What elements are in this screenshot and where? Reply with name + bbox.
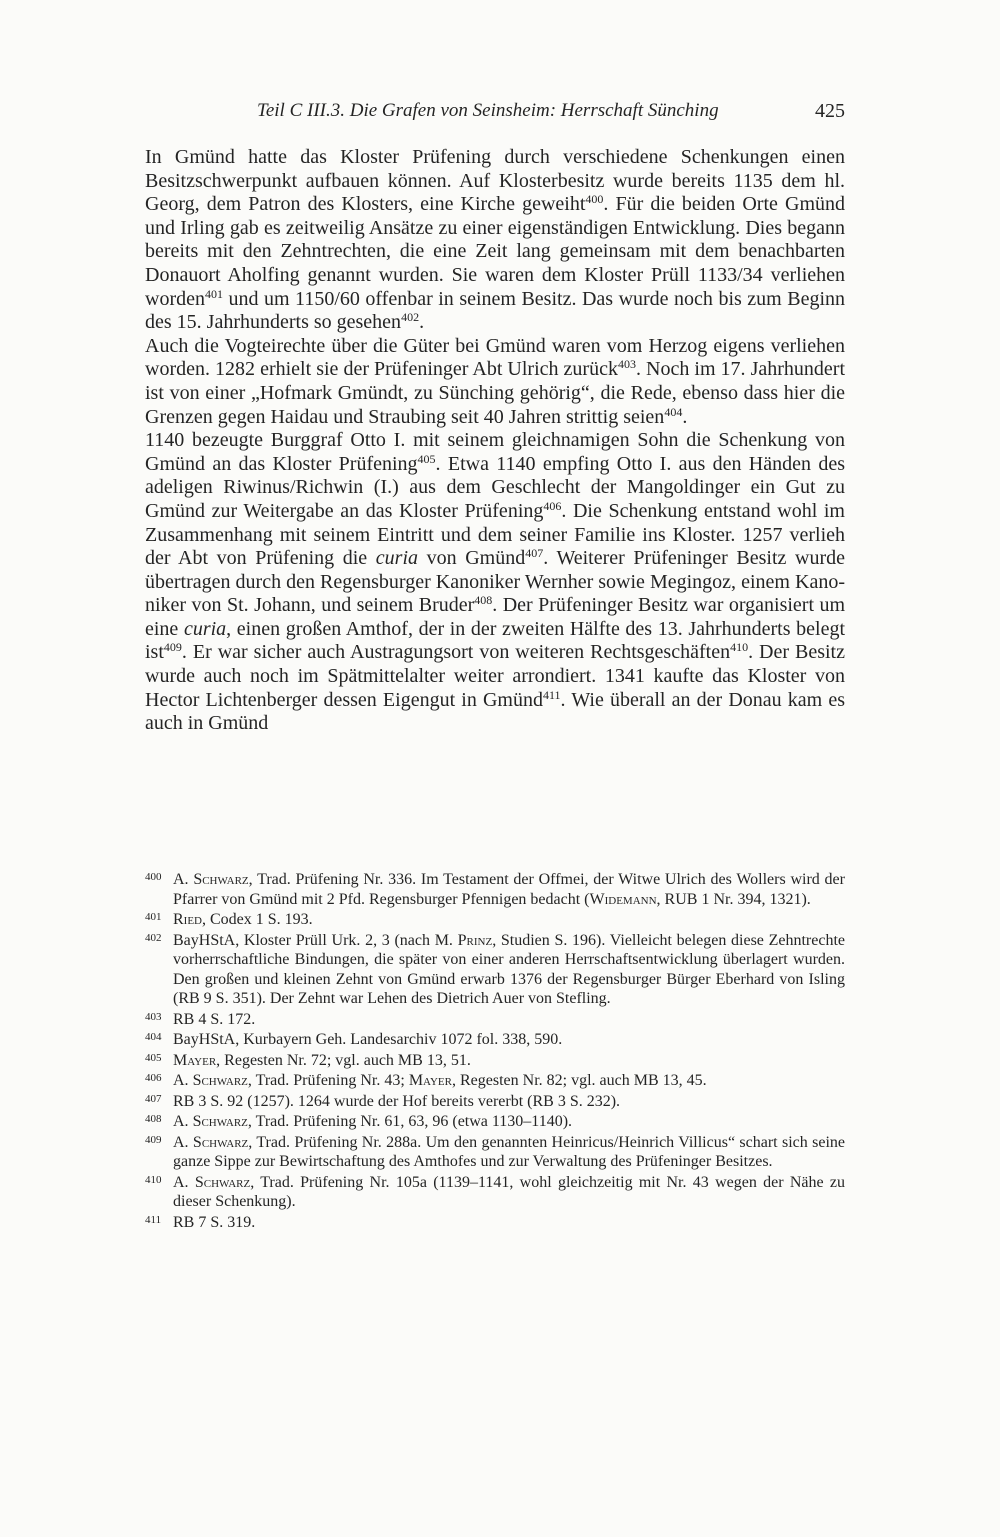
- footnote-number: 404: [145, 1031, 162, 1043]
- text-run: . Der Besitz wurde auch noch im Spätmittelalter weiter arrondiert. 1341 kaufte das Kloster von Hector Lichtenberger dessen Eigengut in Gmünd: [145, 641, 845, 711]
- text-run: A.: [173, 871, 194, 888]
- author-name: Mayer: [173, 1051, 217, 1069]
- paragraph: [145, 146, 845, 335]
- text-run: , Trad. Prüfening Nr. 43;: [247, 1072, 409, 1089]
- footnote-number: 411: [145, 1213, 162, 1226]
- author-name: Widemann: [589, 890, 657, 908]
- running-head: [145, 100, 845, 130]
- author-name: Schwarz: [192, 1133, 249, 1151]
- author-name: Schwarz: [192, 1113, 248, 1130]
- footnote-ref[interactable]: 401: [204, 286, 223, 301]
- text-run: A.: [173, 1173, 195, 1191]
- author-name: Prinz: [457, 931, 493, 949]
- text-run: , Trad. Prüfening Nr. 61, 63, 96 (etwa 1130–1140).: [247, 1113, 573, 1130]
- paragraph: [145, 429, 845, 736]
- text-run: RB 7 S. 319.: [173, 1213, 256, 1231]
- footnote-ref[interactable]: 411: [542, 687, 561, 702]
- footnote-number: 405: [145, 1051, 162, 1064]
- author-name: Schwarz: [194, 1173, 251, 1191]
- text-run: , einen großen Amthof, der in der zweiten Hälfte des 13. Jahrhunderts belegt ist: [145, 617, 846, 664]
- paragraph: [145, 335, 845, 429]
- text-run: . Die Schenkung entstand wohl im Zusammenhang mit seinem Eintritt und dem seiner Familie ins Kloster. 1257 verlieh der Abt von Prüfening die: [145, 499, 845, 570]
- text-run: , Trad. Prüfening Nr. 336. Im Testament der Offmei, der Witwe Ulrich des Wollers wird der Pfarrer von Gmünd mit 2 Pfd. Regensburger Pfennigen bedacht (: [173, 871, 845, 908]
- text-run: RB 3 S. 92 (1257). 1264 wurde der Hof bereits vererbt (RB 3 S. 232).: [173, 1092, 621, 1110]
- footnote: [145, 931, 845, 1009]
- footnote: [145, 870, 845, 909]
- footnote-ref[interactable]: 407: [525, 546, 544, 561]
- footnote-number: 403: [145, 1010, 162, 1023]
- text-run: A.: [173, 1072, 193, 1089]
- text-run: 1140 bezeugte Burggraf Otto I. mit seinem gleichnamigen Sohn die Schenkung von Gmünd an das Kloster Prüfening: [145, 429, 845, 475]
- text-run: , Trad. Prüfening Nr. 288a. Um den genannten Heinricus/Heinrich Villicus“ schart sich seine ganze Sippe zur Bewirtschaftung des Amthofes und zur Verwaltung des Prüfeninger Besitzes.: [173, 1133, 845, 1170]
- footnote: [145, 910, 845, 930]
- footnote-number: 408: [145, 1113, 162, 1125]
- footnote-ref[interactable]: 408: [474, 593, 493, 608]
- footnote: [145, 1213, 845, 1233]
- text-run: .: [419, 311, 425, 334]
- chapter-title: Teil C III.3. Die Grafen von Seinsheim: Herrschaft Sünching: [257, 100, 719, 121]
- text-run: , Regesten Nr. 82; vgl. auch MB 13, 45.: [451, 1072, 707, 1089]
- footnote: [145, 1010, 845, 1030]
- footnote: [145, 1030, 845, 1050]
- author-name: Schwarz: [192, 1072, 248, 1089]
- text-run: . Etwa 1140 empfing Otto I. aus den Händen des adeligen Riwinus/Richwin (I.) aus dem Geschlecht der Mangoldinger ein Gut zu Gmünd zur Weitergabe an das Kloster Prüfening: [145, 452, 845, 522]
- footnote-number: 400: [145, 871, 162, 883]
- text-run: BayHStA, Kurbayern Geh. Landesarchiv 1072 fol. 338, 590.: [173, 1031, 563, 1048]
- text-run: Auch die Vogteirechte über die Güter bei Gmünd waren vom Herzog eigens verliehen worden. 1282 erhielt sie der Prüfeninger Abt Ulrich zurück: [145, 334, 845, 381]
- footnote-ref[interactable]: 402: [401, 310, 420, 325]
- author-name: Ried: [173, 911, 202, 928]
- footnote-ref[interactable]: 400: [585, 192, 604, 207]
- text-run: , Codex 1 S. 193.: [202, 911, 313, 928]
- footnote-ref[interactable]: 405: [417, 451, 436, 466]
- text-run: . Wie überall an der Donau kam es auch in Gmünd: [145, 688, 845, 735]
- footnote: [145, 1112, 845, 1132]
- text-run: BayHStA, Kloster Prüll Urk. 2, 3 (nach M.: [173, 931, 458, 949]
- footnote: [145, 1173, 845, 1212]
- footnote-number: 406: [145, 1072, 162, 1084]
- text-run: RB 4 S. 172.: [173, 1010, 256, 1028]
- text-run: , RUB 1 Nr. 394, 1321).: [656, 890, 811, 908]
- text-run: . Weiterer Prüfeninger Besitz wurde übertragen durch den Regensburger Kanoniker Wernher sowie Megingoz, einem Kanoniker von St. Johann, und seinem Bruder: [145, 547, 846, 617]
- text-run: , Trad. Prüfening Nr. 105a (1139–1141, wohl gleichzeitig mit Nr. 43 wegen der Nähe zu dieser Schenkung).: [173, 1173, 845, 1210]
- text-run: . Noch im 17. Jahrhundert ist von einer „Hofmark Gmündt, zu Sünching gehörig“, die Rede, ebenso dass hier die Grenzen gegen Haidau und Straubing seit 40 Jahren strittig seien: [145, 358, 845, 428]
- footnote-number: 407: [145, 1092, 162, 1105]
- main-text: [145, 146, 845, 736]
- footnotes: [145, 870, 845, 1233]
- text-run: A.: [173, 1133, 193, 1151]
- text-run: . Der Prüfeninger Besitz war organisiert um eine: [145, 594, 845, 640]
- author-name: Schwarz: [193, 871, 249, 888]
- footnote-ref[interactable]: 404: [664, 404, 683, 419]
- text-run: , Regesten Nr. 72; vgl. auch MB 13, 51.: [216, 1051, 471, 1069]
- text-run: . Für die beiden Orte Gmünd und Irling gab es zeitweilig Ansätze zu einer eigenständigen Entwicklung. Dies begann bereits mit den Zehntrechten, die eine Zeit lang gemeinsam mit dem benachbarten Donauort Aholfing genannt wurden. Sie waren dem Kloster Prüll 1133/34 verliehen worden: [145, 193, 845, 310]
- author-name: Mayer: [408, 1072, 452, 1089]
- footnote-ref[interactable]: 410: [730, 640, 749, 655]
- footnote: [145, 1051, 845, 1071]
- footnote: [145, 1133, 845, 1172]
- text-run: .: [682, 405, 688, 428]
- footnote-number: 402: [145, 931, 162, 944]
- italic-term: curia: [375, 547, 418, 570]
- footnote-ref[interactable]: 409: [163, 640, 182, 655]
- text-run: , Studien S. 196). Vielleicht belegen diese Zehntrechte vorherrschaftliche Bindungen, die später von einer anderen Herrschaftsentwicklung überlagert wurden. Den großen und kleinen Zehnt von Gmünd erwarb 1376 der Regensburger Bürger Eberhard von Isling (RB 9 S. 351). Der Zehnt war Lehen des Dietrich Auer von Stefling.: [173, 931, 845, 1007]
- footnote: [145, 1071, 845, 1091]
- footnote-number: 401: [145, 911, 162, 923]
- italic-term: curia: [183, 617, 227, 640]
- text-run: und um 1150/60 offenbar in seinem Besitz. Das wurde noch bis zum Beginn des 15. Jahrhunderts so gesehen: [145, 287, 845, 334]
- text-run: A.: [173, 1113, 193, 1130]
- text-run: von Gmünd: [418, 547, 526, 570]
- text-run: In Gmünd hatte das Kloster Prüfening durch verschiedene Schenkungen einen Besitzschwerpunkt aufbauen können. Auf Klosterbesitz wurde bereits 1135 dem hl. Georg, dem Patron des Klosters, eine Kirche geweiht: [145, 146, 845, 216]
- footnote: [145, 1092, 845, 1112]
- footnote-ref[interactable]: 403: [617, 357, 636, 372]
- footnote-ref[interactable]: 406: [543, 498, 562, 513]
- page-number: 425: [815, 100, 845, 122]
- footnote-number: 409: [145, 1133, 162, 1146]
- footnote-number: 410: [145, 1173, 162, 1186]
- text-run: . Er war sicher auch Austragungsort von weiteren Rechtsgeschäften: [181, 641, 731, 664]
